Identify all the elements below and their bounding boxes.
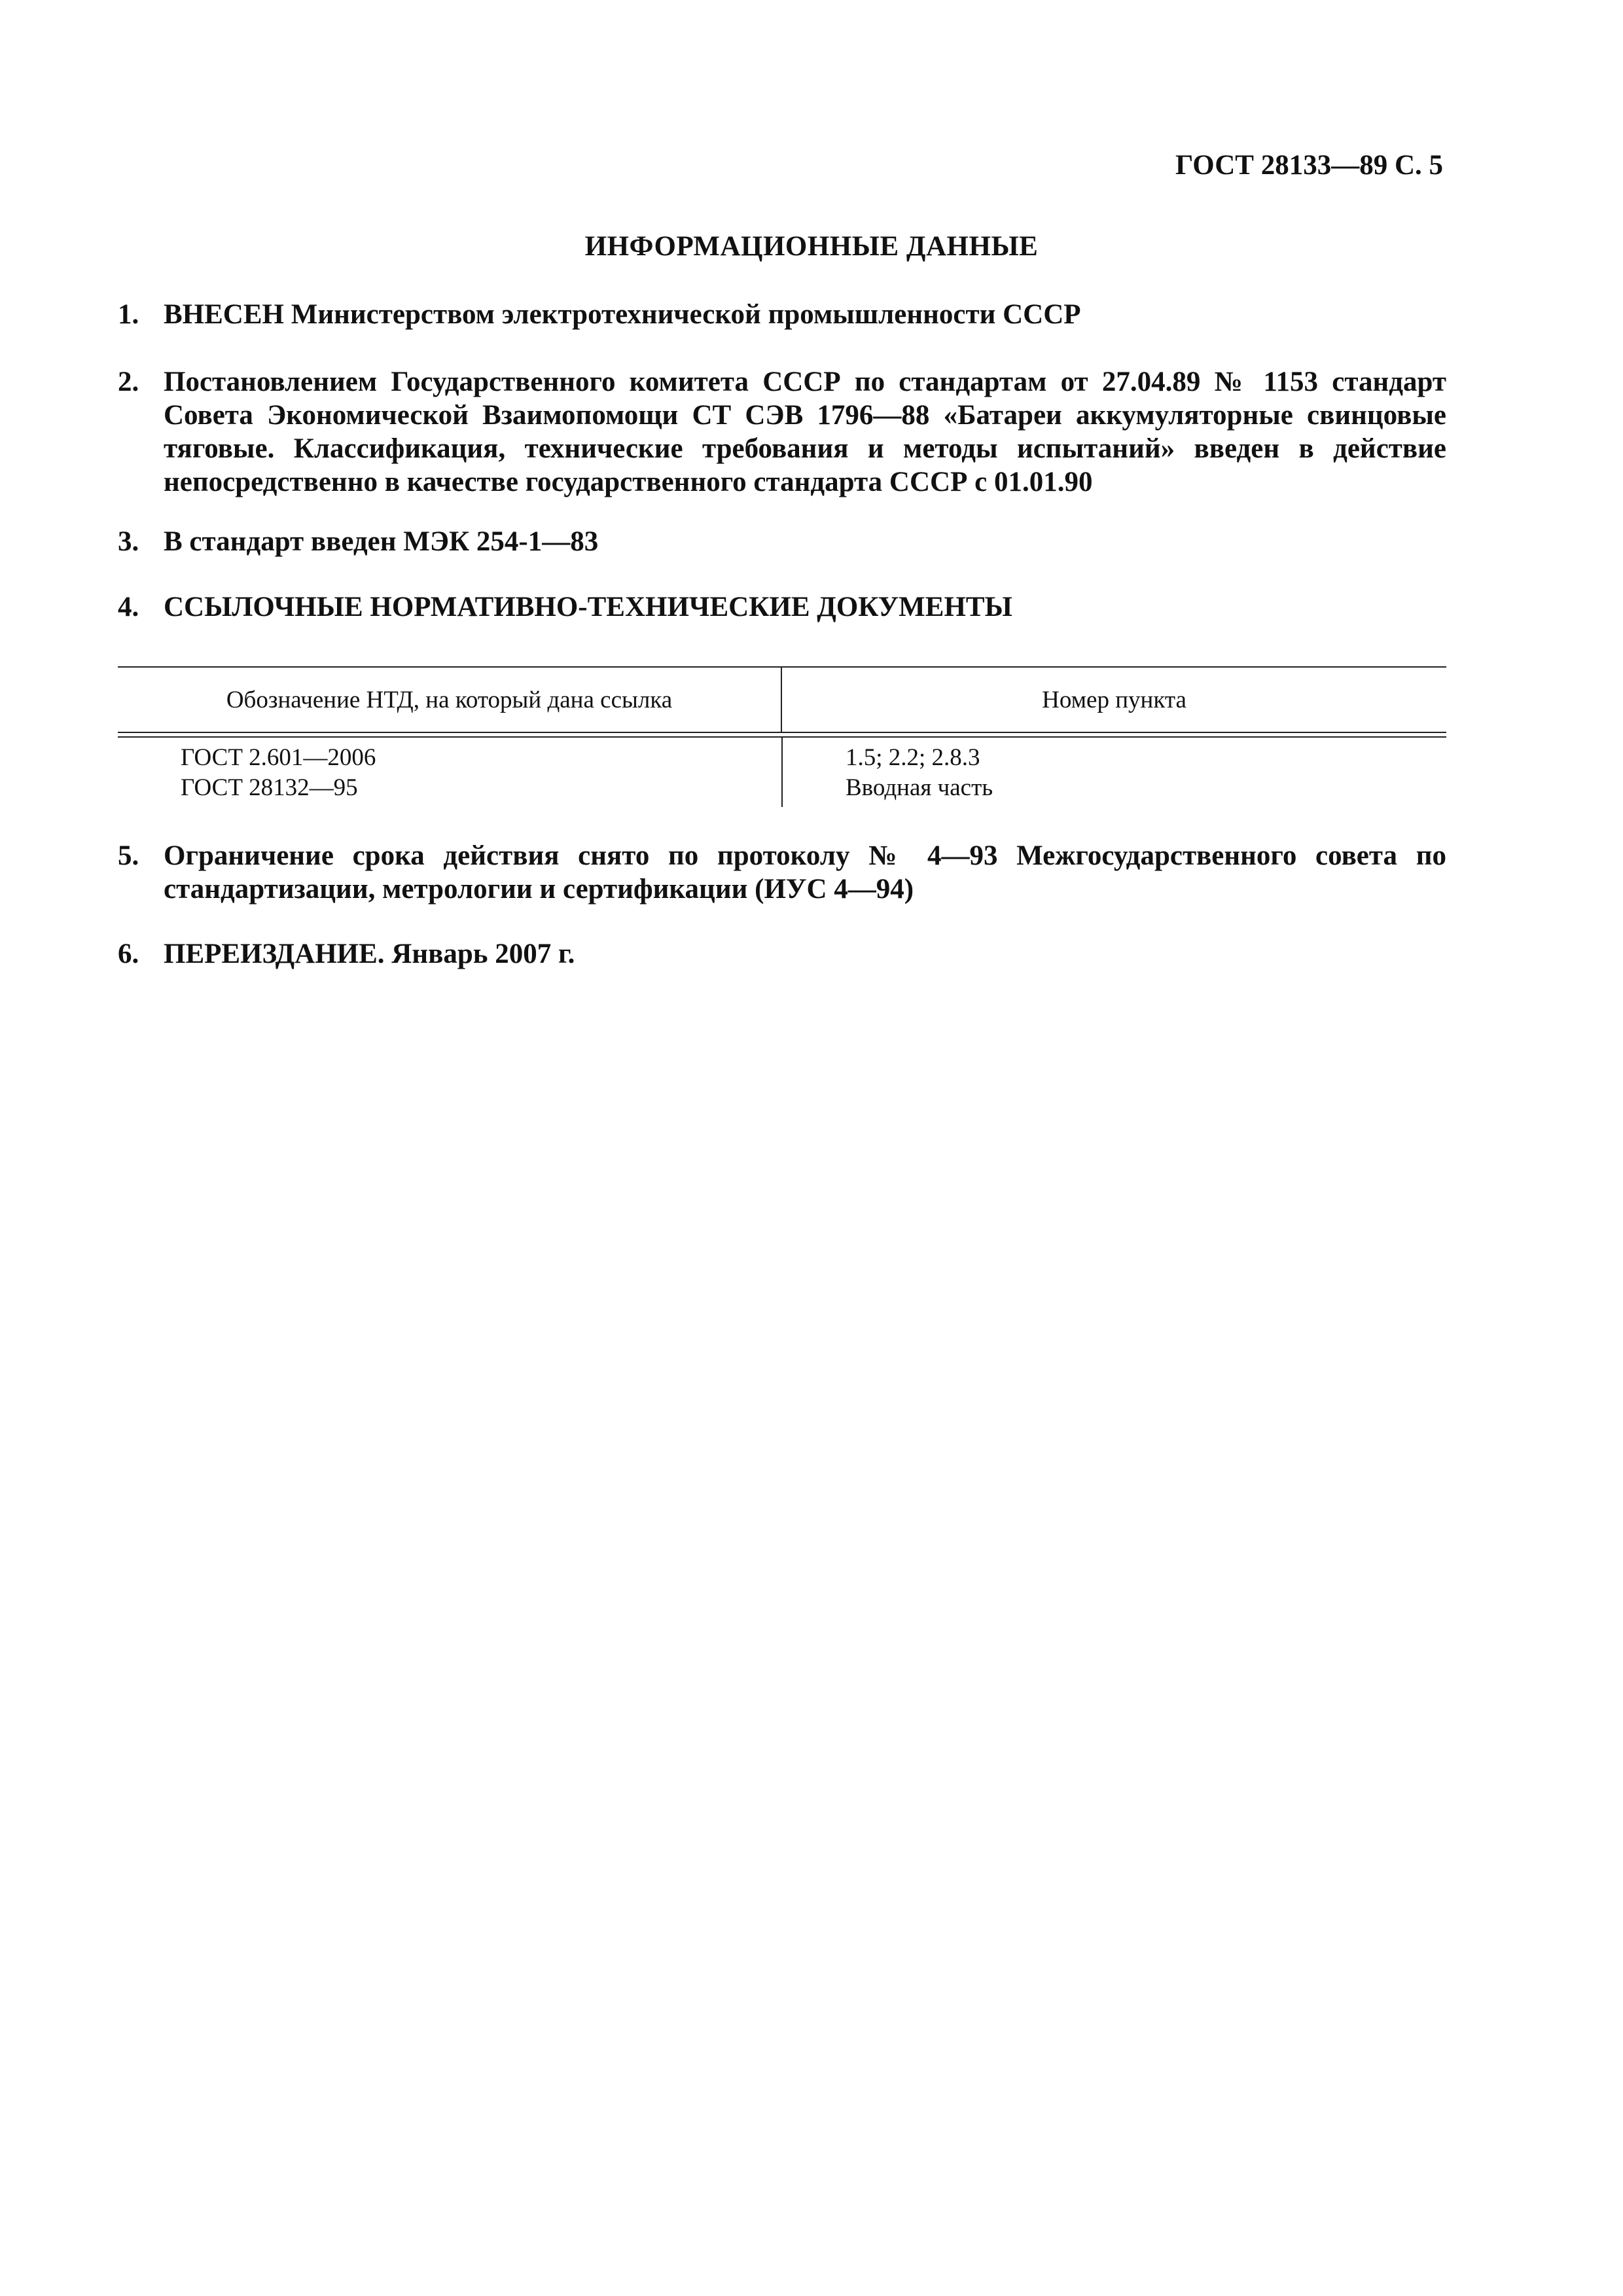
table-cell-clause: 1.5; 2.2; 2.8.3 (846, 744, 980, 771)
page-title: ИНФОРМАЦИОННЫЕ ДАННЫЕ (584, 231, 1039, 262)
info-item-1 (118, 298, 1446, 331)
item-text: ВНЕСЕН Министерством электротехнической промышленности СССР (164, 299, 1081, 330)
info-item-4 (118, 590, 1446, 624)
table-header-row (118, 668, 1446, 732)
item-text: ССЫЛОЧНЫЕ НОРМАТИВНО-ТЕХНИЧЕСКИЕ ДОКУМЕНТЫ (164, 592, 1012, 622)
item-text: Постановлением Государственного комитета СССР по стандартам от 27.04.89 № 1153 стандарт Совета Экономической Взаимопомощи СТ СЭВ 1796—88 «Батареи аккумуляторные свинцовые тяговые. Классификация, технические требования и методы испытаний» введен в действие непосредственно в качестве государственного стандарта СССР с 01.01.90 (164, 367, 1446, 497)
table-body (118, 738, 1446, 807)
item-text: ПЕРЕИЗДАНИЕ. Январь 2007 г. (164, 939, 575, 969)
info-item-3 (118, 525, 1446, 558)
reference-table (118, 666, 1446, 807)
info-item-5 (118, 839, 1446, 906)
table-header-clause: Номер пункта (781, 668, 1446, 732)
table-header-document: Обозначение НТД, на который дана ссылка (226, 686, 673, 713)
table-cell-document: ГОСТ 28132—95 (181, 774, 358, 801)
item-number: 2. (118, 367, 139, 397)
table-cell-document: ГОСТ 2.601—2006 (181, 744, 376, 771)
table-column-clause (781, 738, 1446, 807)
table-cell-clause: Вводная часть (846, 774, 993, 801)
item-number: 5. (118, 840, 139, 871)
table-column-document (118, 738, 781, 807)
table-header-divider (118, 732, 1446, 738)
item-number: 1. (118, 299, 139, 330)
page-header-document-code: ГОСТ 28133—89 С. 5 (1175, 150, 1443, 181)
item-number: 3. (118, 526, 139, 557)
item-text: В стандарт введен МЭК 254-1—83 (164, 526, 599, 557)
item-number: 6. (118, 939, 139, 969)
item-text: Ограничение срока действия снято по протоколу № 4—93 Межгосударственного совета по стандартизации, метрологии и сертификации (ИУС 4—94) (164, 840, 1446, 905)
info-item-2 (118, 365, 1446, 499)
info-item-6 (118, 937, 1446, 971)
item-number: 4. (118, 592, 139, 622)
